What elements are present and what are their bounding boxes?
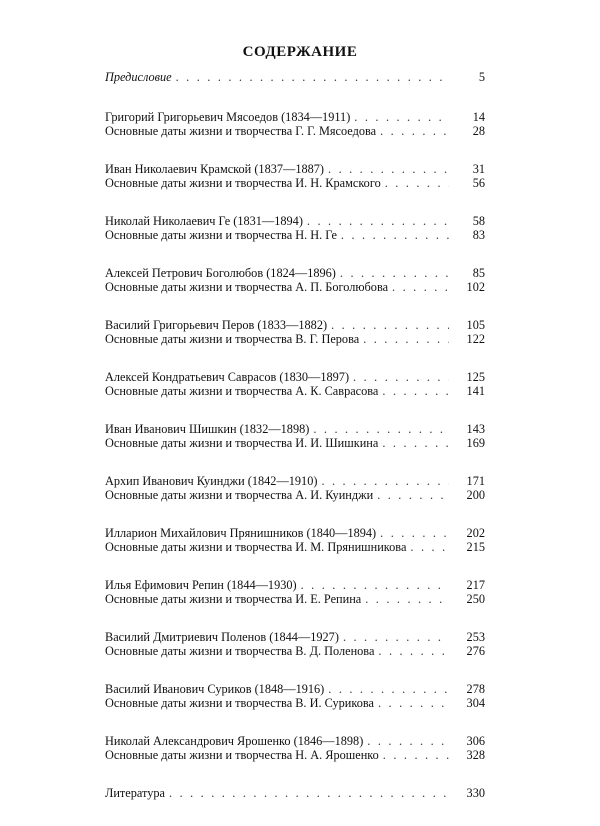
dot-leader [392,280,449,294]
toc-page-number: 330 [466,786,485,800]
dot-leader [328,682,449,696]
toc-page-number: 304 [466,696,485,710]
toc-entry-label: Алексей Кондратьевич Саврасов (1830—1897) [105,370,350,384]
dot-leader [313,422,449,436]
toc-page-number: 31 [472,162,485,176]
toc-entry-artist[interactable] [105,526,485,540]
toc-entry-dates[interactable] [105,644,485,658]
toc-section-group [105,526,485,554]
toc-page-number: 215 [466,540,485,554]
toc-page-number: 125 [466,370,485,384]
toc-preface-group [105,70,485,84]
dot-leader [321,474,449,488]
toc-section-group [105,162,485,190]
toc-page-number: 56 [472,176,485,190]
toc-section-group [105,682,485,710]
dot-leader [176,70,449,84]
toc-section-group [105,110,485,138]
toc-entry-dates[interactable] [105,332,485,346]
toc-section-group [105,370,485,398]
toc-entry-label: Иван Николаевич Крамской (1837—1887) [105,162,325,176]
toc-section-group [105,318,485,346]
toc-entry-label: Основные даты жизни и творчества Н. Н. Ге [105,228,337,242]
toc-page-number: 253 [466,630,485,644]
toc-page-number: 28 [472,124,485,138]
dot-leader [169,786,449,800]
toc-page-number: 143 [466,422,485,436]
toc-page-number: 105 [466,318,485,332]
dot-leader [340,266,449,280]
toc-page-number: 141 [466,384,485,398]
toc-section-group [105,422,485,450]
toc-entry-artist[interactable] [105,682,485,696]
dot-leader [380,526,449,540]
toc-entry-label: Основные даты жизни и творчества А. К. Саврасова [105,384,379,398]
dot-leader [353,370,449,384]
toc-page-number: 200 [466,488,485,502]
dot-leader [382,436,449,450]
toc-section-group [105,630,485,658]
toc-section-group [105,474,485,502]
toc-entry-label: Николай Александрович Ярошенко (1846—1898) [105,734,364,748]
toc-page-number: 217 [466,578,485,592]
toc-section-group [105,214,485,242]
dot-leader [363,332,449,346]
toc-entry-dates[interactable] [105,384,485,398]
toc-entry-label: Основные даты жизни и творчества И. М. Прянишникова [105,540,407,554]
dot-leader [367,734,449,748]
toc-entry-label: Основные даты жизни и творчества В. И. Сурикова [105,696,374,710]
toc-entry-dates[interactable] [105,124,485,138]
toc-entry-label: Василий Дмитриевич Поленов (1844—1927) [105,630,339,644]
toc-entry-label: Основные даты жизни и творчества И. Е. Репина [105,592,362,606]
toc-entry-label: Основные даты жизни и творчества А. П. Боголюбова [105,280,389,294]
toc-entry-dates[interactable] [105,280,485,294]
toc-page-number: 276 [466,644,485,658]
toc-entry-preface[interactable] [105,70,485,84]
dot-leader [377,488,449,502]
toc-entry-artist[interactable] [105,422,485,436]
toc-entry-dates[interactable] [105,176,485,190]
toc-page-number: 328 [466,748,485,762]
toc-entry-label: Основные даты жизни и творчества И. И. Шишкина [105,436,379,450]
dot-leader [365,592,449,606]
toc-entry-label: Основные даты жизни и творчества Г. Г. Мясоедова [105,124,377,138]
toc-entry-dates[interactable] [105,748,485,762]
toc-entry-artist[interactable] [105,266,485,280]
toc-entry-label: Василий Иванович Суриков (1848—1916) [105,682,325,696]
dot-leader [343,630,449,644]
toc-page-number: 306 [466,734,485,748]
toc-entry-label: Основные даты жизни и творчества В. Г. Перова [105,332,360,346]
dot-leader [328,162,449,176]
toc-page-number: 83 [472,228,485,242]
dot-leader [301,578,449,592]
toc-entry-label: Предисловие [105,70,172,84]
toc-entry-dates[interactable] [105,696,485,710]
dot-leader [410,540,449,554]
toc-entry-label: Иван Иванович Шишкин (1832—1898) [105,422,310,436]
toc-entry-artist[interactable] [105,734,485,748]
toc-entry-dates[interactable] [105,540,485,554]
toc-literature-group [105,786,485,800]
toc-entry-label: Василий Григорьевич Перов (1833—1882) [105,318,328,332]
toc-page-number: 171 [466,474,485,488]
toc-page-number: 14 [472,110,485,124]
toc-entry-label: Алексей Петрович Боголюбов (1824—1896) [105,266,336,280]
toc-entry-artist[interactable] [105,474,485,488]
toc-entry-label: Николай Николаевич Ге (1831—1894) [105,214,303,228]
toc-page-number: 202 [466,526,485,540]
toc-entry-label: Основные даты жизни и творчества Н. А. Ярошенко [105,748,379,762]
toc-entry-dates[interactable] [105,228,485,242]
dot-leader [307,214,449,228]
dot-leader [378,644,449,658]
toc-section-group [105,578,485,606]
toc-entry-artist[interactable] [105,110,485,124]
toc-entry-label: Литература [105,786,166,800]
page-title: СОДЕРЖАНИЕ [242,44,358,60]
table-of-contents [105,70,485,826]
dot-leader [378,696,449,710]
dot-leader [383,748,449,762]
dot-leader [382,384,449,398]
dot-leader [331,318,449,332]
toc-entry-artist[interactable] [105,162,485,176]
toc-page-number: 122 [466,332,485,346]
toc-page-number: 85 [472,266,485,280]
dot-leader [354,110,449,124]
toc-entry-label: Основные даты жизни и творчества В. Д. Поленова [105,644,375,658]
toc-entry-dates[interactable] [105,436,485,450]
toc-entry-artist[interactable] [105,578,485,592]
toc-entry-label: Илларион Михайлович Прянишников (1840—1894) [105,526,377,540]
toc-entry-artist[interactable] [105,630,485,644]
toc-entry-artist[interactable] [105,370,485,384]
toc-entry-literature[interactable] [105,786,485,800]
toc-entry-dates[interactable] [105,592,485,606]
toc-section-group [105,266,485,294]
dot-leader [385,176,449,190]
toc-entry-label: Основные даты жизни и творчества И. Н. Крамского [105,176,381,190]
toc-sections [105,110,485,762]
toc-page-number: 102 [466,280,485,294]
toc-page-number: 58 [472,214,485,228]
toc-entry-artist[interactable] [105,318,485,332]
dot-leader [380,124,449,138]
toc-entry-artist[interactable] [105,214,485,228]
toc-section-group [105,734,485,762]
toc-entry-label: Архип Иванович Куинджи (1842—1910) [105,474,318,488]
toc-entry-label: Григорий Григорьевич Мясоедов (1834—1911) [105,110,351,124]
toc-entry-dates[interactable] [105,488,485,502]
dot-leader [341,228,449,242]
toc-page-number: 278 [466,682,485,696]
toc-page-number: 169 [466,436,485,450]
toc-page-number: 5 [478,70,485,84]
toc-entry-label: Основные даты жизни и творчества А. И. Куинджи [105,488,374,502]
toc-entry-label: Илья Ефимович Репин (1844—1930) [105,578,297,592]
toc-page-number: 250 [466,592,485,606]
